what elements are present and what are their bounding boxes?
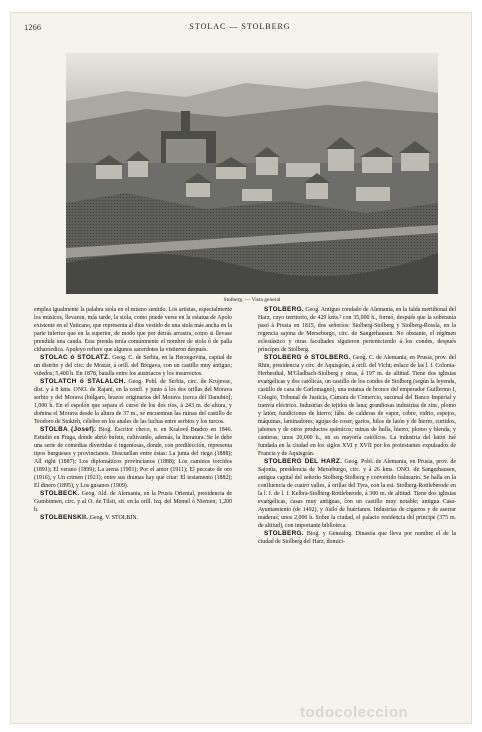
entry-headword: STOLBA (Josef).	[40, 426, 97, 434]
entry-text: Biog. y Genealog. Dinastía que lleva por nombre el de la ciudad de Stolberg del Harz, domici-	[258, 531, 456, 546]
entry-stolatch	[34, 378, 232, 426]
entry-stolberg-harz	[258, 458, 456, 530]
entry-headword: STOLBERG.	[264, 306, 304, 313]
page-header	[24, 22, 456, 34]
entry-headword: STOLBENSKII.	[40, 514, 89, 522]
running-head: STOLAC — STOLBERG	[189, 22, 291, 31]
entry-stolbeck	[34, 490, 232, 514]
entry-stolberg-prusia	[258, 354, 456, 458]
page-number: 1266	[24, 22, 41, 32]
entry-headword: STOLBECK.	[40, 490, 80, 498]
figure-caption: Stolberg. — Vista general	[223, 297, 281, 303]
entry-text: Biog. Escritor checo, n. en Kralové Bradeo en 1846. Estudió en Praga, donde abrió bufete, cultivando, además, la literatura. Se le debe una serie de comedias divertidas é ingeniosas, donde, con predilección, representa tipos burgueses y provincianos. Descuellan entre éstas: La junta del riego (1888); All right (1887); Los diplomáticos provincianos (1888); Los caminos torcidos (1891); El verano (1899); La arena (1901); Por el amor (1911); El peccato de oro (1916), y Un crimen (1921); entre sus dramas hay que citar: El testamento (1882); El dinero (1895), y Los gusanos (1909).	[34, 427, 232, 490]
watermark: todocoleccion	[300, 704, 409, 721]
entry-headword: STOLBERG ó STOLBERG.	[264, 354, 351, 362]
entry-stolberg-biog	[258, 530, 456, 546]
entry-text: Geog. Antiguo condado de Alemania, en la falda meridional del Harz, cuyo territorio, de 429 kms.² con 35,000 h., formó, después que la soberanía pasó á Prusia en 1815, dos señoríos: Stolberg-Stolberg y Stolberg-Rossla, en la regencia sajona de Merseburgo, circ. de Sangerhausen. No obstante, el régimen eclesiástico y otras facultades siguieron perteneciendo á los condes, después príncipes de Stolberg.	[258, 307, 456, 354]
left-column	[34, 306, 232, 522]
entry-text: Geog. V. STOLBIN.	[89, 515, 138, 522]
entry-stolbenskii	[34, 514, 232, 522]
entry-text: Geog. Pobl. de Alemania, en Prusia, prov. de Sajonia, presidencia de Merseburgo, circ. y á 26 kms. ONO. de Sangerhausen, antigua capital del señorío Stolberg-Stolberg y convertido balneario. Se halla en la confluencia de cuatro valles, á orillas del Tyra, con la est. Stolberg-Rottleberode en la l. f. de l. f. Kelbra-Stolberg-Rottleberode, á 300 m. de altitud. Tiene dos iglesias evangélicas, casas muy antiguas, con un castillo muy notable; antigua Casa-Ayuntamiento (de 1492), y Asilo de huérfanos. Industrias de cigarros y de aserrar maderas; unos 2,000 h. Sobre la ciudad, el palacio residencia del príncipe (375 m. de altitud), con importante biblioteca.	[258, 459, 456, 530]
entry-headword: STOLBERG.	[264, 530, 304, 538]
entry-stolac	[34, 354, 232, 378]
right-column	[258, 306, 456, 546]
entry-text: Geog. C. de Alemania, en Prusia, prov. del Rhin, presidencia y circ. de Aquisgrán, á orill. del Vicht; enlace de las l. f. Colonia-Herbesthal, M'Gladbach-Stolberg y otras, á 197 m. de altitud. Tiene dos iglesias evangélicas y dos católicas, un castillo de los condes de Stolberg (según la leyenda, castillo de caza de Carlomagno), una estatua de bronce del emperador Guillermo I, Colegio, Tribunal de Justicia, Cámara de Comercio, sucursal del Banco Imperial y tranvía eléctrico. Industrias de tejidos de lana; grandiosas industrias de zinc, plomo y latón; fundiciones de hierro; fábs. de calderas de vapor, cobre, vidrio, espejos, máquinas, laminadores, agujas de coser, garios, hilos de latón y de hierro, curtidos, jabones y de otros productos químicos; minas de hulla, hierro, plomo y blenda, y canteras; unos 20,000 h., en su mayoría católicos. La industria del latón fué fundada en la ciudad en los siglos XVI y XVII por los protestantes expulsados de Francia y de Aquisgrán.	[258, 355, 457, 458]
entry-stolba	[34, 426, 232, 490]
entry-text: Geog. Pobl. de Serbia, circ. de Krujevac, dist. y á 8 kms. ONO. de Rajani, en la confl. y junto á los dos orillas del Morava serbio y del Morava (búlgaro, brazos originarios del Morava (cerca del Danubio); 1,000 h. En el espolón que separa el curso de los dos ríos, á 243 m. de altura, y domina el Morava desde la altura de 37 m., se encuentran las ruinas del castillo de Teodoro de Stokteh, célebre en los anales de las luchas entre serbios y los turcos.	[34, 379, 232, 426]
entry-headword: STOLBERG DEL HARZ.	[264, 458, 343, 466]
entry-text: Geog. Ald. de Alemania, en la Prusia Oriental, presidencia de Gumbinnen, circ. y al O. de Tilsit, sit. en la orill. izq. del Memel ó Niemen; 1,200 h.	[34, 491, 233, 514]
entry-headword: STOLATCH ó STALALCH.	[40, 378, 126, 386]
entry-stolberg-condado	[258, 306, 456, 354]
entry-headword: STOLAC ó STOLATZ.	[40, 354, 111, 362]
entry-stola-continuation	[34, 306, 232, 354]
entry-text: emplea igualmente la palabra stola en el mismo sentido. Los artistas, especialmente los músicos, llevaron, más tarde, la stola, como puede verse en la estatua de Apolo existente en el Vaticano, que representa al dios vestido de una stola más ancha en la parte inferior que en la superior, de modo que por detrás arrastra, como si llevase prendida una cauda. Esta prenda tenía comúnmente el nombre de stola ó de palla citharoedica. Apuleyo refiere que algunos sacerdotes la vistieron después.	[34, 307, 232, 354]
entry-text: Geog. C. de Serbia, en la Herzegovina, capital de un distrito y del circ. de Mostar, á orill. del Bregava, con un castillo muy antiguo; viñedos; 5,400 h. En 1878, batalla entre los austríacos y los insurrectos.	[34, 355, 232, 378]
town-photograph	[66, 53, 438, 294]
